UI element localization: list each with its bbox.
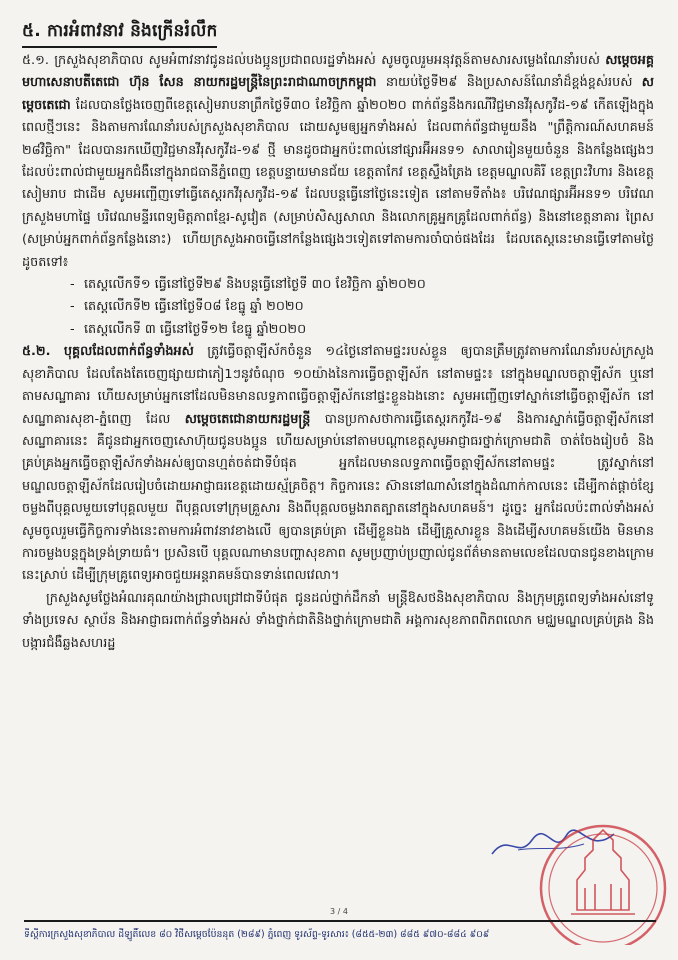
paragraph-number: ៥.២.: [22, 344, 51, 360]
test-schedule-list: [22, 274, 654, 341]
paragraph-number: ៥.១.: [22, 53, 49, 68]
paragraph-thanks: ក្រសួងសូមថ្លែងអំណរគុណយ៉ាងជ្រាលជ្រៅជាទីបំផុត ជូនដល់ថ្នាក់ដឹកនាំ មន្ត្រីឱសថនិងសុខាភិបាល និងក្រុមគ្រូពេទ្យទាំងអស់នៅទូទាំងប្រទេស ស្ថាប័ន និងអាជ្ញាធរពាក់ព័ន្ធទាំងអស់ ទាំងថ្នាក់ជាតិនិងថ្នាក់ក្រោមជាតិ អង្គការសុខភាពពិភពលោក មជ្ឈមណ្ឌលគ្រប់គ្រង និងបង្ការជំងឺឆ្លងសហរដ្ឋ: [22, 590, 654, 651]
paragraph-text: ដែលបានថ្លែងចេញពីខេត្តសៀមរាបនាព្រឹកថ្ងៃទី៣០ ខែវិច្ឆិកា ឆ្នាំ២០២០ ពាក់ព័ន្ធនឹងករណីវិជ្ជមានវីរុសកូវីដ-១៩ កើតឡើងក្នុងពេលថ្មីៗនេះ និងតាមការណែនាំរបស់ក្រសួងសុខាភិបាល ដោយសូមឲ្យអ្នកទាំងអស់ ដែលពាក់ព័ន្ធជាមួយនឹង "ព្រឹត្តិការណ៍សហគមន៍ ២៨វិច្ឆិកា" ដែលបានរកឃើញវិជ្ជមានវីរុសកូវីដ-១៩ ថ្មី មានដូចជាអ្នកប៉ះពាល់នៅផ្សារអ៊ីអនទ១ សាលារៀនមួយចំនួន និងកន្លែងផ្សេងៗដែលប៉ះពាល់ជាមួយអ្នកជំងឺនៅក្នុងរាជធានីភ្នំពេញ ខេត្តបន្ទាយមានជ័យ ខេត្តតាកែវ ខេត្តស្ទឹងត្រែង ខេត្តមណ្ឌលគិរី ខេត្តព្រះវិហារ និងខេត្តសៀមរាប ជាដើម សូមអញ្ជើញទៅធ្វើតេស្តរកវីរុសកូវីដ-១៩ ដែលបន្តធ្វើនៅថ្ងៃនេះទៀត នៅតាមទីតាំង៖ បរិវេណផ្សារអ៊ីអនទ១ បរិវេណក្រសួងមហាផ្ទៃ បរិវេណមន្ទីរពេទ្យមិត្តភាពខ្មែរ-សូវៀត (សម្រាប់សិស្សសាលា និងលោកគ្រូអ្នកគ្រូដែលពាក់ព័ន្ធ) និងនៅខេត្តនាគារ ព្រៃស (សម្រាប់អ្នកពាក់ព័ន្ធកន្លែងនោះ) ហើយក្រសួងអាចធ្វើនៅកន្លែងផ្សេងៗទៀតទៅតាមការចាំបាច់ផងដែរ ដែលតេស្តនេះមានធ្វើទៅតាមថ្ងៃដូចតទៅ៖: [22, 97, 654, 270]
bold-name-text: សម្តេចតេជោ: [22, 75, 654, 113]
official-stamp: [515, 810, 675, 945]
page-number: 3 / 4: [330, 907, 348, 916]
bold-name-text: បុគ្គលដែលពាក់ព័ន្ធទាំងអស់: [63, 344, 194, 360]
paragraph-text: ក្រសួងសុខាភិបាល សូមអំពាវនាវជូនដល់បងប្អូនប្រជាពលរដ្ឋទាំងអស់ សូមចូលរួមអនុវត្តន៍តាមសារសម្លេងណែនាំរបស់: [54, 53, 600, 68]
list-item: - តេស្តលើកទី២ ធ្វើនៅថ្ងៃទី០៨ ខែធ្នូ ឆ្នាំ ២០២០: [84, 296, 654, 318]
list-item: - តេស្តលើកទី ៣ ធ្វើនៅថ្ងៃទី១២ ខែធ្នូ ឆ្នាំ២០២០: [84, 319, 654, 341]
document-body: [22, 50, 654, 655]
footer-address: ទីស្តីការក្រសួងសុខាភិបាល ដីឡូតិ៍លេខ ៨០ វិថីសម្តេចប៉ែននុត (២៨៩) ភ្នំពេញ ទូរស័ព្ទ-ទូរសារ៖ (៨៥៥-២៣) ៨៨៥ ៩៧០-៨៨៤ ៩០៩: [24, 929, 490, 940]
paragraph-5-1: [22, 50, 654, 274]
list-item: - តេស្តលើកទី១ ធ្វើនៅថ្ងៃទី២៩ និងបន្តធ្វើនៅថ្ងៃទី ៣០ ខែវិច្ឆិកា ឆ្នាំ២០២០: [84, 274, 654, 296]
footer-divider: [24, 920, 656, 922]
bold-name-text: សម្តេចអគ្គមហាសេនាបតីតេជោ ហ៊ុន សែន នាយករដ្ឋមន្ត្រីនៃព្រះរាជាណាចក្រកម្ពុជា: [22, 53, 654, 91]
section-heading: ៥. ការអំពាវនាវ និងក្រើនរំលឹក: [22, 20, 217, 48]
paragraph-text: បានប្រកាសថាការធ្វើតេស្តរកកូវីដ-១៩ និងការស្នាក់ធ្វើចត្តាឡីស័កនៅសណ្ឋាគារនេះ គឺជូនជាអ្នកចេញសោហ៊ុយជូនបងប្អូន ហើយសម្រាប់នៅតាមបណ្តាខេត្តសូមអាជ្ញាធរថ្នាក់ក្រោមជាតិ ចាត់ចែងរៀបចំ និងគ្រប់គ្រងអ្នកធ្វើចត្តាឡីស័កទាំងអស់ឲ្យបានហ្មត់ចត់ជាទីបំផុត អ្នកដែលមានលទ្ធភាពធ្វើចត្តាឡីស័កនៅតាមផ្ទះ ត្រូវស្នាក់នៅមណ្ឌលចត្តាឡីស័កដែលរៀបចំដោយអាជ្ញាធរខេត្តដោយស្ម័គ្រចិត្ត។ កិច្ចការនេះ ស៊ាននៅណាសំនៅក្នុងដំណាក់កាលនេះ ដើម្បីកាត់ផ្តាច់ខ្សែចម្លងពីបុគ្គលមួយទៅបុគ្គលមួយ ពីបុគ្គលទៅក្រុមគ្រួសារ និងពីបុគ្គលចម្លងរាតត្បាតនៅក្នុងសហគមន៍។ ដូច្នេះ អ្នកដែលប៉ះពាល់ទាំងអស់ សូមចូលរួមធ្វើកិច្ចការទាំងនេះតាមការអំពាវនាវខាងលើ ឲ្យបានគ្រប់គ្រា ដើម្បីខ្លួនឯង ដើម្បីគ្រួសារខ្លួន និងដើម្បីសហគមន៍យើង មិនមានការចម្លងបន្តក្នុងទ្រង់ទ្រាយធំ។ ប្រសិនបើ បុគ្គលណាមានបញ្ហាសុខភាព សូមប្រញាប់ប្រញាល់ជូនព័ត៌មានតាមលេខដែលបានជូនខាងក្រោមនេះស្រាប់ ដើម្បីក្រុមគ្រូពេទ្យអាចជួយអន្តរាគមន៍បានទាន់ពេលវេលា។: [22, 411, 654, 584]
paragraph-text: នាយប់ថ្ងៃទី២៩ និងប្រសាសន៍ណែនាំដ៏ខ្ពង់ខ្ពស់របស់: [385, 75, 633, 91]
paragraph-5-2: [22, 341, 654, 587]
paragraph-text: ត្រូវធ្វើចត្តាឡីស័កចំនួន ១៤ថ្ងៃនៅតាមផ្ទះរបស់ខ្លួន ឲ្យបានត្រឹមត្រូវតាមការណែនាំរបស់ក្រសួងសុខាភិបាល ដែលតែងតែចេញផ្សាយជាភៀ1ៗនូវចំណុច ១០យ៉ាងនៃការធ្វើចត្តាឡីស័ក នៅតាមផ្ទះ៖ នៅក្នុងមណ្ឌលចត្តាឡីស័ក ឬនៅតាមសណ្ឋាគារ ហើយសម្រាប់អ្នកនៅដែលមិនមានលទ្ធភាពធ្វើចត្តាឡីស័កនៅផ្ទះខ្លួនឯងនោះ សូមអញ្ជើញទៅស្នាក់នៅធ្វើចត្តាឡីស័ក នៅសណ្ឋាគារសុខា-ភ្នំពេញ ដែល: [22, 344, 654, 427]
bold-name-text: សម្តេចតេជោនាយករដ្ឋមន្ត្រី: [184, 411, 311, 427]
